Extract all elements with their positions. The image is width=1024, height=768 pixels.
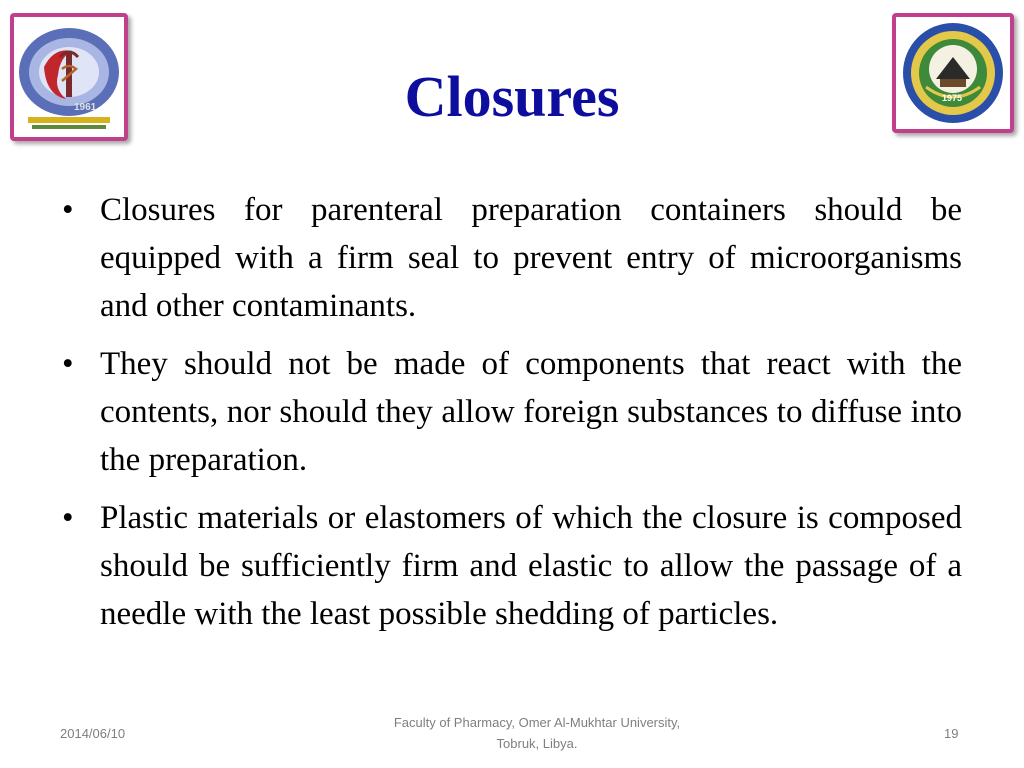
bullet-text: They should not be made of components that react with the contents, nor should they allow foreign substances to diffuse into the preparation.	[100, 346, 962, 478]
bullet-icon: •	[62, 500, 74, 536]
bullet-icon: •	[62, 192, 74, 228]
slide-title: Closures	[404, 64, 620, 129]
bullet-item	[62, 340, 962, 484]
pharmacy-emblem-icon	[14, 17, 124, 137]
footer-institution	[340, 712, 734, 754]
page-number: 19	[944, 726, 959, 741]
left-logo-year: 1961	[74, 102, 97, 113]
bullet-item	[62, 494, 962, 638]
bullet-icon: •	[62, 346, 74, 382]
right-logo-year: 1975	[942, 93, 963, 103]
bullet-text: Closures for parenteral preparation containers should be equipped with a firm seal to prevent entry of microorganisms and other contaminants.	[100, 192, 962, 324]
university-seal-icon	[896, 17, 1010, 129]
footer-institution-line1: Faculty of Pharmacy, Omer Al-Mukhtar University,	[393, 715, 681, 730]
footer-date: 2014/06/10	[60, 726, 126, 741]
bullet-list	[62, 186, 962, 648]
bullet-text: Plastic materials or elastomers of which the closure is composed should be sufficiently firm and elastic to allow the passage of a needle with the least possible shedding of particles.	[100, 500, 962, 632]
faculty-logo	[10, 13, 128, 141]
footer-institution-line2: Tobruk, Libya.	[496, 736, 578, 751]
bullet-item	[62, 186, 962, 330]
university-logo	[892, 13, 1014, 133]
